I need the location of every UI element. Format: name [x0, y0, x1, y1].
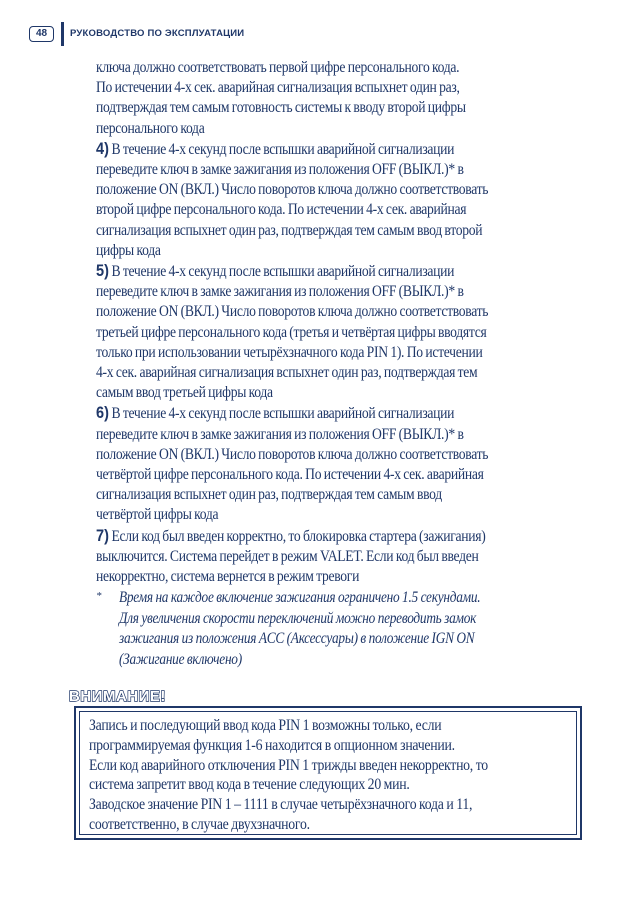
body-line	[96, 98, 527, 118]
body-line-text: выключится. Система перейдет в режим VALET. Если код был введен	[96, 547, 479, 565]
body-line	[96, 403, 527, 424]
body-line	[96, 505, 527, 525]
warning-title: ВНИМАНИЕ!	[69, 688, 166, 705]
body-line-text: положение ON (ВКЛ.) Число поворотов ключа должно соответствовать	[96, 303, 489, 321]
body-line	[96, 200, 527, 220]
body-line-text: некорректно, система вернется в режим тревоги	[96, 568, 360, 586]
body-line	[96, 282, 527, 302]
body-line-text: цифры кода	[96, 241, 161, 259]
body-line-text: В течение 4-х секунд после вспышки аварийной сигнализации	[108, 263, 455, 281]
body-line-text: самым ввод третьей цифры кода	[96, 384, 273, 402]
body-line	[96, 139, 527, 160]
body-line	[96, 119, 527, 139]
body-line	[96, 383, 527, 403]
body-line-text: сигнализация вспыхнет один раз, подтверждая тем самым ввод второй	[96, 221, 483, 239]
body-line	[96, 241, 527, 261]
body-line	[96, 465, 527, 485]
body-line-text: переведите ключ в замке зажигания из положения OFF (ВЫКЛ.)* в	[96, 161, 464, 179]
step-number: 4)	[96, 139, 109, 158]
body-line-text: четвёртой цифры кода	[96, 506, 219, 524]
body-line-text: четвёртой цифре персонального кода. По истечении 4-х сек. аварийная	[96, 466, 484, 484]
body-line-text: подтверждая тем самым готовность системы к вводу второй цифры	[96, 99, 466, 117]
header-title: РУКОВОДСТВО ПО ЭКСПЛУАТАЦИИ	[70, 28, 245, 39]
body-line-text: В течение 4-х секунд после вспышки аварийной сигнализации	[108, 140, 455, 158]
body-line-text: персонального кода	[96, 119, 205, 137]
footnote-line: зажигания из положения ACC (Аксессуары) в положение IGN ON	[119, 630, 475, 647]
body-line-text: ключа должно соответствовать первой цифре персонального кода.	[96, 59, 460, 76]
step-number: 7)	[96, 526, 109, 545]
warning-line: программируемая функция 1-6 находится в опционном значении.	[89, 736, 455, 754]
body-line	[96, 547, 527, 567]
warning-line: Запись и последующий ввод кода PIN 1 возможны только, если	[89, 717, 442, 734]
footnote-line: (Зажигание включено)	[119, 650, 242, 668]
warning-box	[74, 706, 582, 840]
footnote-line: Время на каждое включение зажигания ограничено 1.5 секундами.	[119, 589, 481, 606]
body-line	[96, 323, 527, 343]
body-line	[96, 567, 527, 587]
body-line	[96, 526, 527, 547]
warning-line: система запретит ввод кода в течение следующих 20 мин.	[89, 776, 410, 794]
body-line-text: только при использовании четырёхзначного кода PIN 1). По истечении	[96, 343, 483, 361]
body-line	[96, 261, 527, 282]
body-line-text: В течение 4-х секунд после вспышки аварийной сигнализации	[108, 405, 455, 423]
body-line	[96, 58, 527, 78]
warning-line: соответственно, в случае двухзначного.	[89, 815, 310, 833]
body-line	[96, 363, 527, 383]
body-line	[96, 445, 527, 465]
body-line-text: второй цифре персонального кода. По истечении 4-х сек. аварийная	[96, 201, 467, 219]
page-number: 48	[29, 26, 54, 42]
footnote-text	[119, 588, 539, 670]
body-line-text: положение ON (ВКЛ.) Число поворотов ключа должно соответствовать	[96, 181, 489, 199]
footnote-line: Для увеличения скорости переключений можно переводить замок	[119, 609, 477, 627]
body-line	[96, 221, 527, 241]
body-line-text: Если код был введен корректно, то блокировка стартера (зажигания)	[108, 527, 486, 545]
body-line	[96, 343, 527, 363]
body-line	[96, 160, 527, 180]
body-line	[96, 180, 527, 200]
body-line-text: сигнализация вспыхнет один раз, подтверждая тем самым ввод	[96, 486, 442, 504]
body-line-text: переведите ключ в замке зажигания из положения OFF (ВЫКЛ.)* в	[96, 425, 464, 443]
body-line-text: По истечении 4-х сек. аварийная сигнализация вспыхнет один раз,	[96, 79, 460, 97]
warning-text	[89, 716, 537, 835]
header-divider	[61, 22, 64, 46]
body-line-text: положение ON (ВКЛ.) Число поворотов ключа должно соответствовать	[96, 445, 489, 463]
footnote-marker: *	[96, 590, 102, 602]
body-line-text: 4-х сек. аварийная сигнализация вспыхнет один раз, подтверждая тем	[96, 364, 478, 382]
step-number: 5)	[96, 262, 109, 281]
warning-line: Заводское значение PIN 1 – 1111 в случае четырёхзначного кода и 11,	[89, 796, 473, 814]
step-number: 6)	[96, 404, 109, 423]
warning-line: Если код аварийного отключения PIN 1 трижды введен некорректно, то	[89, 756, 488, 774]
body-line	[96, 425, 527, 445]
body-line	[96, 302, 527, 322]
body-line	[96, 485, 527, 505]
body-line-text: третьей цифре персонального кода (третья и четвёртая цифры вводятся	[96, 323, 487, 341]
instructions-body	[96, 58, 586, 587]
body-line-text: переведите ключ в замке зажигания из положения OFF (ВЫКЛ.)* в	[96, 283, 464, 301]
body-line	[96, 78, 527, 98]
